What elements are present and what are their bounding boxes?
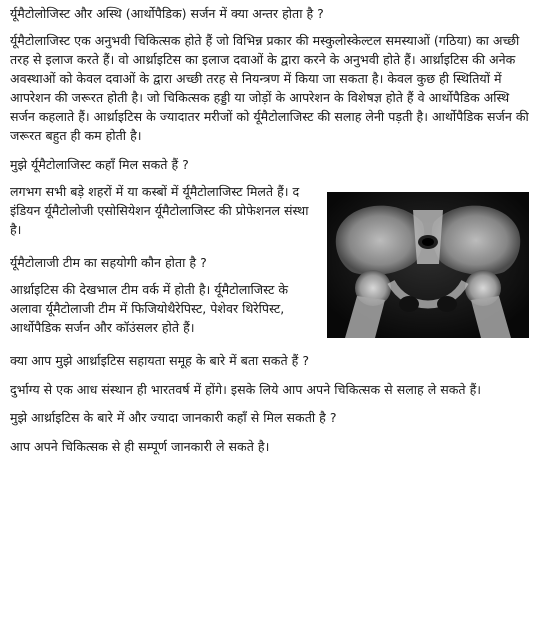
text-beside-image <box>10 182 310 337</box>
answer-more-info: आप अपने चिकित्सक से ही सम्पूर्ण जानकारी ले सकते है। <box>10 439 270 454</box>
question-where-find: मुझे र्यूमैटोलाजिस्ट कहाँ मिल सकते हैं ? <box>10 157 189 172</box>
question-support-group: क्या आप मुझे आर्थ्राइटिस सहायता समूह के बारे में बता सकते हैं ? <box>10 353 310 368</box>
image-section <box>10 182 529 337</box>
answer-where-find: लगभग सभी बड़े शहरों में या कस्बों में र्यूमैटोलाजिस्ट मिलते हैं। द इंडियन र्यूमैटोलोजी एसोसियेशन र्यूमैटोलाजिस्ट की प्रोफेशनल संस्था है। <box>10 184 309 237</box>
answer-orthopedic-difference: र्यूमैटोलाजिस्ट एक अनुभवी चिकित्सक होते हैं जो विभिन्न प्रकार की मस्कुलोस्केल्टल समस्याओं (गठिया) का अच्छी तरह से इलाज करते हैं। वो आर्थ्राइटिस का इलाज दवाओं के द्वारा करने के अनुभवी होते हैं। आर्थ्राइटिस की अनेक अवस्थाओं को केवल दवाओं के द्वारा अच्छी तरह से नियन्त्रण में किया जा सकता है। केवल कुछ ही स्थितियों में आपरेशन की जरूरत होती है। जो चिकित्सक हड्डी या जोड़ों के आपरेशन के विशेषज्ञ होते हैं वे आर्थोपैडिक अस्थि सर्जन कहलाते हैं। आर्थ्राइटिस के ज्यादातर मरीजों को र्यूमैटोलाजिस्ट की सलाह लेनी पड़ती है। आर्थोपैडिक सर्जन की जरूरत बहुत ही कम होती है। <box>10 33 529 143</box>
question-orthopedic-difference: र्यूमैटोलोजिस्ट और अस्थि (आर्थोपैडिक) सर्जन में क्या अन्तर होता है ? <box>10 6 324 21</box>
question-team-partner: र्यूमैटोलाजी टीम का सहयोगी कौन होता है ? <box>10 255 207 270</box>
answer-team-partner: आर्थ्राइटिस की देखभाल टीम वर्क में होती है। र्यूमैटोलाजिस्ट के अलावा र्यूमैटोलाजी टीम में फिजियोथैरेपिस्ट, पेशेवर थिरेपिस्ट, आर्थोपैडिक सर्जन और कॉउंसलर होते हैं। <box>10 282 289 335</box>
question-more-info: मुझे आर्थ्राइटिस के बारे में और ज्यादा जानकारी कहाँ से मिल सकती है ? <box>10 410 337 425</box>
pelvis-xray-image <box>327 192 529 338</box>
answer-support-group: दुर्भाग्य से एक आध संस्थान ही भारतवर्ष में होंगे। इसके लिये आप अपने चिकित्सक से सलाह ले सकते हैं। <box>10 382 482 397</box>
